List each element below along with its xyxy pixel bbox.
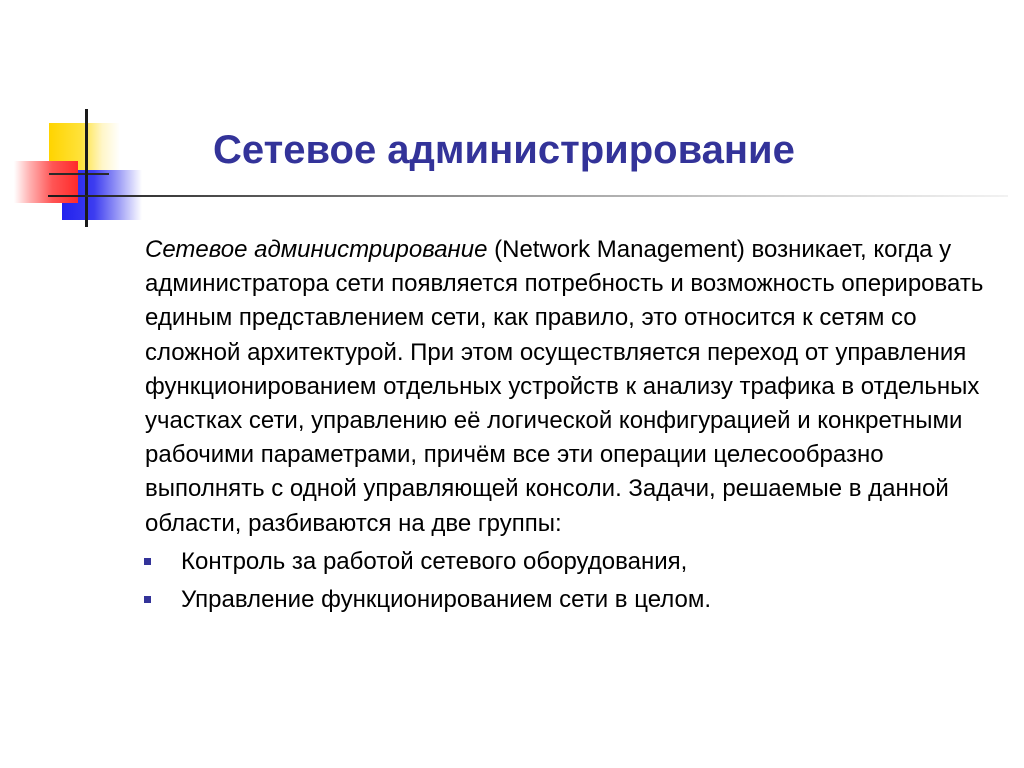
title-underline xyxy=(48,195,1008,197)
paragraph-text: (Network Management) возникает, когда у администратора сети появляется потребность и возможность оперировать единым представлением сети, как правило, это относится к сетям со сложной архитектурой. При этом осуществляется переход от управления функционированием отдельных устройств к анализу трафика в отдельных участках сети, управлению её логической конфигурацией и конкретными рабочими параметрами, причём все эти операции целесообразно выполнять с одной управляющей консоли. Задачи, решаемые в данной области, разбиваются на две группы: xyxy=(145,236,984,537)
term-italic: Сетевое администрирование xyxy=(145,236,488,263)
decor-vertical-line xyxy=(85,109,88,227)
decor-short-line xyxy=(49,173,109,175)
list-item-label: Контроль за работой сетевого оборудования, xyxy=(181,547,688,575)
list-item xyxy=(145,581,995,619)
task-list xyxy=(145,543,995,619)
square-bullet-icon xyxy=(144,596,151,603)
slide-body xyxy=(145,233,995,619)
square-bullet-icon xyxy=(144,558,151,565)
list-item-label: Управление функционированием сети в целом. xyxy=(181,585,712,613)
intro-paragraph xyxy=(145,233,995,541)
list-item xyxy=(145,543,995,581)
slide-title: Сетевое администрирование xyxy=(213,128,795,172)
